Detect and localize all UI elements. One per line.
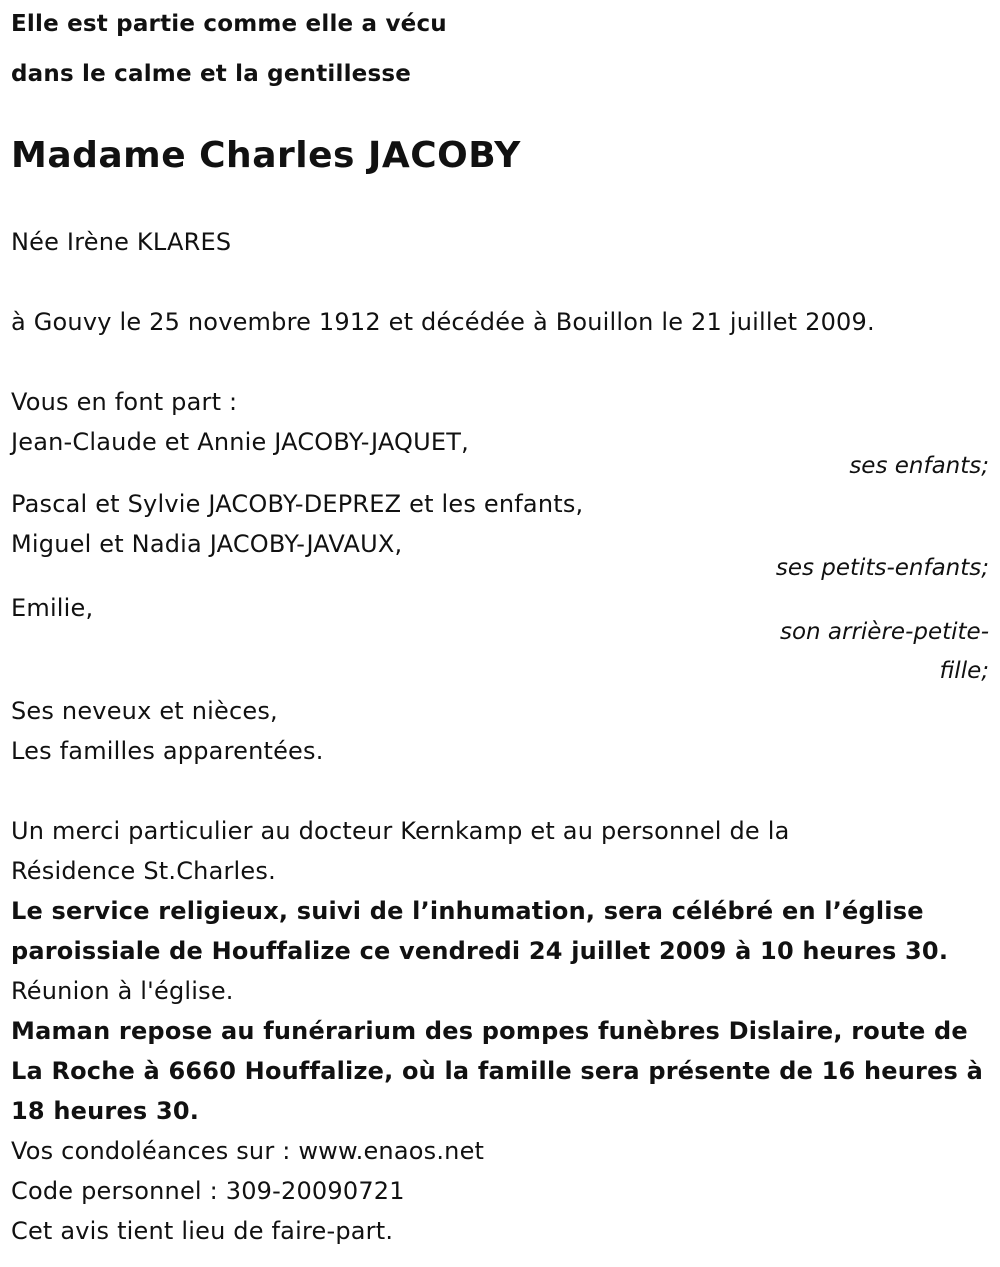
funeral-home-line-1: Maman repose au funérarium des pompes funèbres Dislaire, route de — [11, 1017, 968, 1045]
children-names: Jean-Claude et Annie JACOBY-JAQUET, — [11, 428, 469, 456]
family-intro: Vous en font part : — [11, 388, 238, 416]
children-relation: ses enfants; — [849, 453, 989, 479]
thanks-line-2: Résidence St.Charles. — [11, 857, 276, 885]
families-line: Les familles apparentées. — [11, 737, 324, 765]
notice-line: Cet avis tient lieu de faire-part. — [11, 1217, 394, 1245]
birth-death-dates: à Gouvy le 25 novembre 1912 et décédée à Bouillon le 21 juillet 2009. — [11, 308, 875, 336]
great-grandchild-relation-2: fille; — [939, 658, 989, 684]
intro-line-2: dans le calme et la gentillesse — [11, 61, 412, 87]
service-line-2: paroissiale de Houffalize ce vendredi 24 juillet 2009 à 10 heures 30. — [11, 937, 949, 965]
meeting-line: Réunion à l'église. — [11, 977, 234, 1005]
service-line-1: Le service religieux, suivi de l’inhumation, sera célébré en l’église — [11, 897, 924, 925]
great-grandchild-relation-1: son arrière-petite- — [779, 619, 989, 645]
thanks-line-1: Un merci particulier au docteur Kernkamp et au personnel de la — [11, 817, 790, 845]
funeral-home-line-3: 18 heures 30. — [11, 1097, 200, 1125]
personal-code-line: Code personnel : 309-20090721 — [11, 1177, 405, 1205]
great-grandchild-name: Emilie, — [11, 594, 94, 622]
grandchildren-names-2: Miguel et Nadia JACOBY-JAVAUX, — [11, 530, 403, 558]
intro-line-1: Elle est partie comme elle a vécu — [11, 11, 447, 37]
maiden-name: Née Irène KLARES — [11, 228, 232, 256]
grandchildren-relation: ses petits-enfants; — [775, 555, 989, 581]
funeral-home-line-2: La Roche à 6660 Houffalize, où la famille sera présente de 16 heures à — [11, 1057, 983, 1085]
condolences-line: Vos condoléances sur : www.enaos.net — [11, 1137, 485, 1165]
nephews-line: Ses neveux et nièces, — [11, 697, 278, 725]
deceased-name: Madame Charles JACOBY — [11, 135, 521, 176]
grandchildren-names-1: Pascal et Sylvie JACOBY-DEPREZ et les enfants, — [11, 490, 584, 518]
